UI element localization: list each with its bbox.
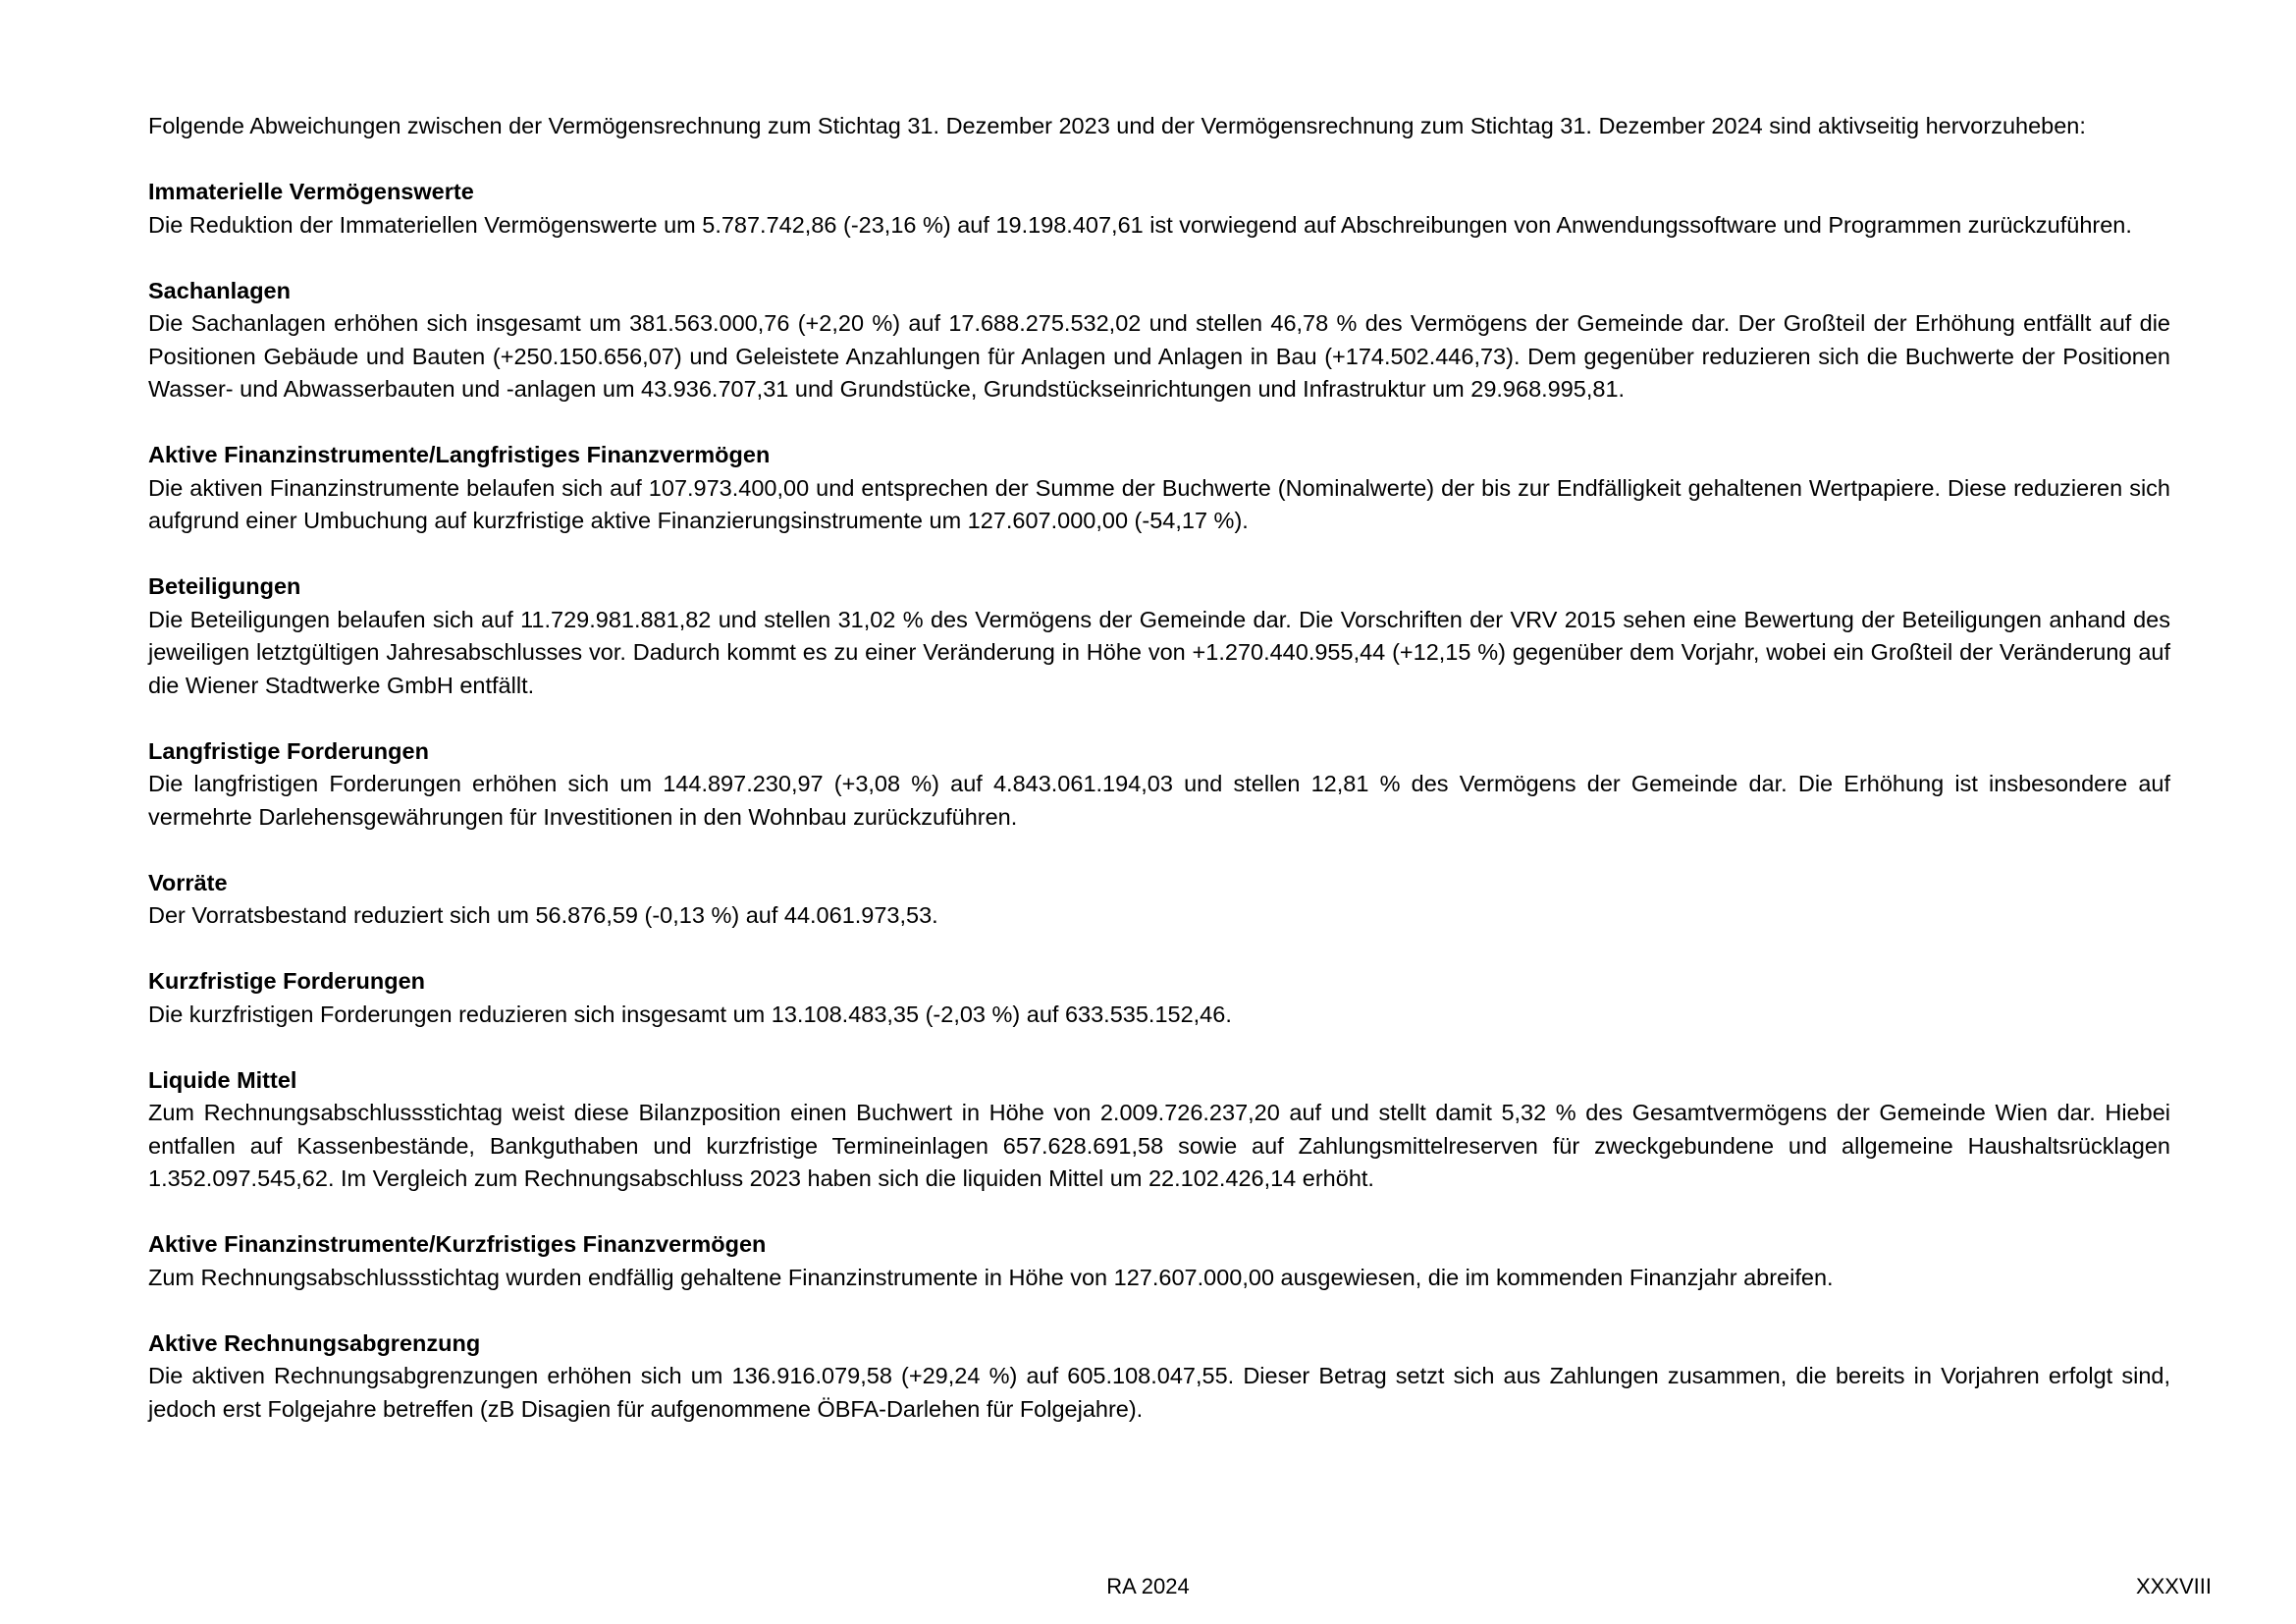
- section-text: Zum Rechnungsabschlussstichtag weist diese Bilanzposition einen Buchwert in Höhe von 2.009.726.237,20 auf und stellt damit 5,32 % des Gesamtvermögens der Gemeinde Wien dar. Hiebei entfallen auf Kassenbestände, Bankguthaben und kurzfristige Termineinlagen 657.628.691,58 sowie auf Zahlungsmittelreserven für zweckgebundene und allgemeine Haushaltsrücklagen 1.352.097.545,62. Im Vergleich zum Rechnungsabschluss 2023 haben sich die liquiden Mittel um 22.102.426,14 erhöht.: [148, 1100, 2170, 1191]
- section-langfristiges-finanzvermoegen: [148, 439, 2170, 538]
- section-heading: Immaterielle Vermögenswerte: [148, 179, 474, 204]
- section-beteiligungen: [148, 570, 2170, 702]
- section-heading: Beteiligungen: [148, 573, 301, 599]
- section-heading: Liquide Mittel: [148, 1066, 297, 1093]
- section-heading: Vorräte: [148, 869, 228, 895]
- section-text: Die kurzfristigen Forderungen reduzieren sich insgesamt um 13.108.483,35 (-2,03 %) auf 633.535.152,46.: [148, 1001, 1232, 1027]
- section-text: Die Sachanlagen erhöhen sich insgesamt um 381.563.000,76 (+2,20 %) auf 17.688.275.532,02 und stellen 46,78 % des Vermögens der Gemeinde dar. Der Großteil der Erhöhung entfällt auf die Positionen Gebäude und Bauten (+250.150.656,07) und Geleistete Anzahlungen für Anlagen und Anlagen in Bau (+174.502.446,73). Dem gegenüber reduzieren sich die Buchwerte der Positionen Wasser- und Abwasserbauten und -anlagen um 43.936.707,31 und Grundstücke, Grundstückseinrichtungen und Infrastruktur um 29.968.995,81.: [148, 310, 2170, 402]
- section-kurzfristiges-finanzvermoegen: [148, 1228, 2170, 1294]
- section-heading: Aktive Finanzinstrumente/Langfristiges Finanzvermögen: [148, 442, 771, 467]
- section-text: Zum Rechnungsabschlussstichtag wurden endfällig gehaltene Finanzinstrumente in Höhe von 127.607.000,00 ausgewiesen, die im kommenden Finanzjahr abreifen.: [148, 1264, 1834, 1290]
- section-heading: Kurzfristige Forderungen: [148, 968, 426, 994]
- section-liquide-mittel: [148, 1064, 2170, 1196]
- section-aktive-rechnungsabgrenzung: [148, 1327, 2170, 1427]
- section-text: Der Vorratsbestand reduziert sich um 56.876,59 (-0,13 %) auf 44.061.973,53.: [148, 902, 938, 928]
- document-body: [148, 110, 2170, 1459]
- section-heading: Sachanlagen: [148, 277, 291, 303]
- section-text: Die aktiven Rechnungsabgrenzungen erhöhen sich um 136.916.079,58 (+29,24 %) auf 605.108.047,55. Dieser Betrag setzt sich aus Zahlungen zusammen, die bereits in Vorjahren erfolgt sind, jedoch erst Folgejahre betreffen (zB Disagien für aufgenommene ÖBFA-Darlehen für Folgejahre).: [148, 1363, 2170, 1422]
- section-text: Die Reduktion der Immateriellen Vermögenswerte um 5.787.742,86 (-23,16 %) auf 19.198.407,61 ist vorwiegend auf Abschreibungen von Anwendungssoftware und Programmen zurückzuführen.: [148, 211, 2132, 238]
- section-sachanlagen: [148, 275, 2170, 406]
- section-text: Die langfristigen Forderungen erhöhen sich um 144.897.230,97 (+3,08 %) auf 4.843.061.194,03 und stellen 12,81 % des Vermögens der Gemeinde dar. Die Erhöhung ist insbesondere auf vermehrte Darlehensgewährungen für Investitionen in den Wohnbau zurückzuführen.: [148, 771, 2170, 830]
- section-heading: Aktive Rechnungsabgrenzung: [148, 1329, 481, 1356]
- section-heading: Langfristige Forderungen: [148, 737, 429, 764]
- section-langfristige-forderungen: [148, 735, 2170, 835]
- section-text: Die Beteiligungen belaufen sich auf 11.729.981.881,82 und stellen 31,02 % des Vermögens der Gemeinde dar. Die Vorschriften der VRV 2015 sehen eine Bewertung der Beteiligungen anhand des jeweiligen letztgültigen Jahresabschlusses vor. Dadurch kommt es zu einer Veränderung in Höhe von +1.270.440.955,44 (+12,15 %) gegenüber dem Vorjahr, wobei ein Großteil der Veränderung auf die Wiener Stadtwerke GmbH entfällt.: [148, 606, 2170, 698]
- section-immaterielle-vermoegenswerte: [148, 176, 2170, 242]
- section-vorraete: [148, 867, 2170, 933]
- section-text: Die aktiven Finanzinstrumente belaufen sich auf 107.973.400,00 und entsprechen der Summe der Buchwerte (Nominalwerte) der bis zur Endfälligkeit gehaltenen Wertpapiere. Diese reduzieren sich aufgrund einer Umbuchung auf kurzfristige aktive Finanzierungsinstrumente um 127.607.000,00 (-54,17 %).: [148, 474, 2170, 533]
- section-heading: Aktive Finanzinstrumente/Kurzfristiges Finanzvermögen: [148, 1231, 767, 1257]
- intro-paragraph: Folgende Abweichungen zwischen der Vermögensrechnung zum Stichtag 31. Dezember 2023 und der Vermögensrechnung zum Stichtag 31. Dezember 2024 sind aktivseitig hervorzuheben:: [148, 113, 2086, 138]
- footer-document-label: RA 2024: [1106, 1574, 1190, 1598]
- section-kurzfristige-forderungen: [148, 965, 2170, 1031]
- footer-page-number: XXXVIII: [2135, 1574, 2212, 1598]
